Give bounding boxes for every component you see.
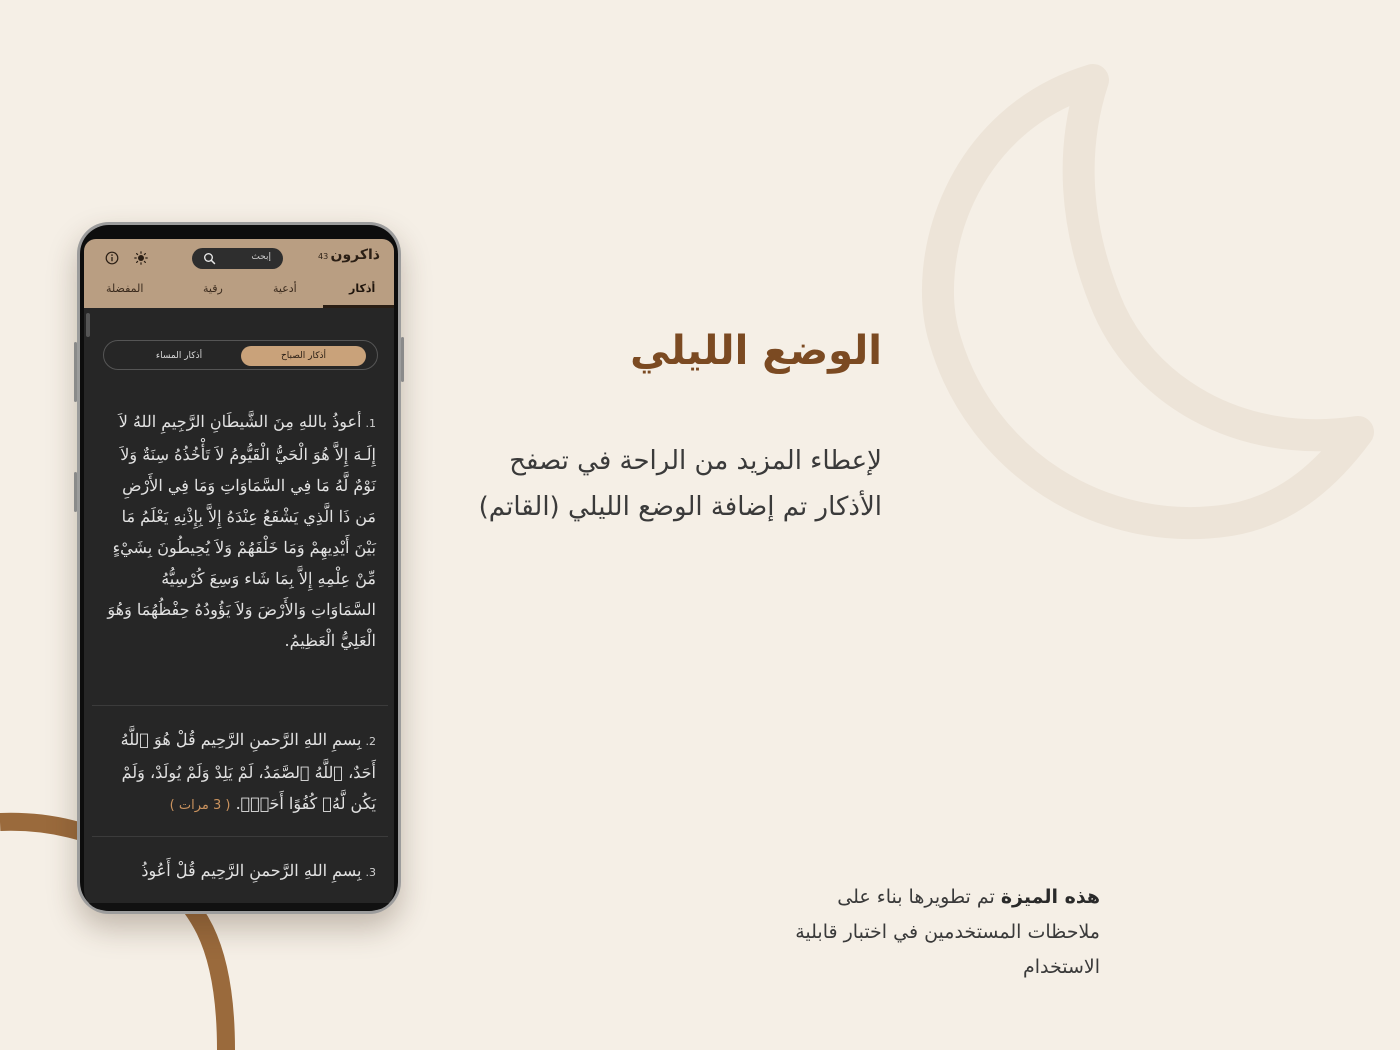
repeat-count: ( 3 مرات ) xyxy=(169,798,231,813)
divider xyxy=(92,836,388,837)
tab-adhkar[interactable]: أذكار xyxy=(349,282,376,295)
note-text: تم تطويرها بناء على ملاحظات المستخدمين في اختبار قابلية الاستخدام xyxy=(795,886,1100,978)
list-item[interactable] xyxy=(106,406,376,656)
phone-mockup xyxy=(77,222,401,914)
entry-text: أعوذُ باللهِ مِنَ الشَّيطَانِ الرَّجِيمِ اللهُ لاَ إِلَـهَ إِلاَّ هُوَ الْحَيُّ الْقَيُّومُ لاَ تَأْخُذُهُ سِنَةٌ وَلاَ نَوْمٌ لَّهُ مَا فِي السَّمَاوَاتِ وَمَا فِي الأَرْضِ مَن ذَا الَّذِي يَشْفَعُ عِنْدَهُ إِلاَّ بِإِذْنِهِ يَعْلَمُ مَا بَيْنَ أَيْدِيهِمْ وَمَا خَلْفَهُمْ وَلاَ يُحِيطُونَ بِشَيْءٍ مِّنْ عِلْمِهِ إِلاَّ بِمَا شَاء وَسِعَ كُرْسِيُّهُ السَّمَاوَاتِ وَالأَرْضَ وَلاَ يَؤُودُهُ حِفْظُهُمَا وَهُوَ الْعَلِيُّ الْعَظِيمُ. xyxy=(107,412,376,650)
tab-favorites[interactable]: المفضلة xyxy=(106,282,144,295)
divider xyxy=(92,705,388,706)
info-icon[interactable] xyxy=(105,251,119,265)
segment-evening[interactable]: أذكار المساء xyxy=(155,351,203,361)
feature-title: الوضع الليلي xyxy=(630,328,882,374)
entry-number: 3. xyxy=(365,866,376,879)
list-item[interactable] xyxy=(106,724,376,821)
phone-side-button xyxy=(74,472,77,512)
entry-number: 1. xyxy=(365,417,376,430)
sun-icon[interactable] xyxy=(134,251,148,265)
feature-description: لإعطاء المزيد من الراحة في تصفح الأذكار تم إضافة الوضع الليلي (القاتم) xyxy=(478,446,882,522)
active-tab-indicator xyxy=(323,305,394,308)
list-item[interactable] xyxy=(106,855,376,888)
search-icon xyxy=(203,252,216,265)
tab-adiya[interactable]: أدعية xyxy=(273,282,297,295)
search-placeholder: إبحث xyxy=(251,252,271,262)
app-header xyxy=(84,239,394,308)
tab-bar xyxy=(84,279,394,308)
scrollbar[interactable] xyxy=(86,313,90,337)
app-screen xyxy=(84,239,394,910)
app-title: ذاكرون xyxy=(330,247,380,263)
search-input[interactable] xyxy=(192,248,283,269)
entry-text: بِسمِ اللهِ الرَّحمنِ الرَّحِيم قُلْ هُوَ ٱللَّهُ أَحَدٌ، ٱللَّهُ ٱلصَّمَدُ، لَمْ يَلِدْ وَلَمْ يُولَدْ، وَلَمْ يَكُن لَّهُۥ كُفُوًا أَحَدٌۢ. xyxy=(120,730,376,813)
phone-side-button xyxy=(74,342,77,402)
entry-text: بِسمِ اللهِ الرَّحمنِ الرَّحِيم قُلْ أَعُوذُ xyxy=(141,861,362,880)
phone-side-button xyxy=(401,337,404,382)
bottom-bar xyxy=(84,903,394,910)
feature-note xyxy=(770,880,1100,985)
entry-number: 2. xyxy=(365,735,376,748)
segment-morning[interactable]: أذكار الصباح xyxy=(241,346,366,366)
app-count: 43 xyxy=(318,252,329,261)
crescent-moon-icon xyxy=(938,80,1358,523)
note-bold: هذه الميزة xyxy=(1000,886,1100,908)
tab-ruqya[interactable]: رقية xyxy=(203,282,223,295)
segmented-control xyxy=(103,340,378,370)
